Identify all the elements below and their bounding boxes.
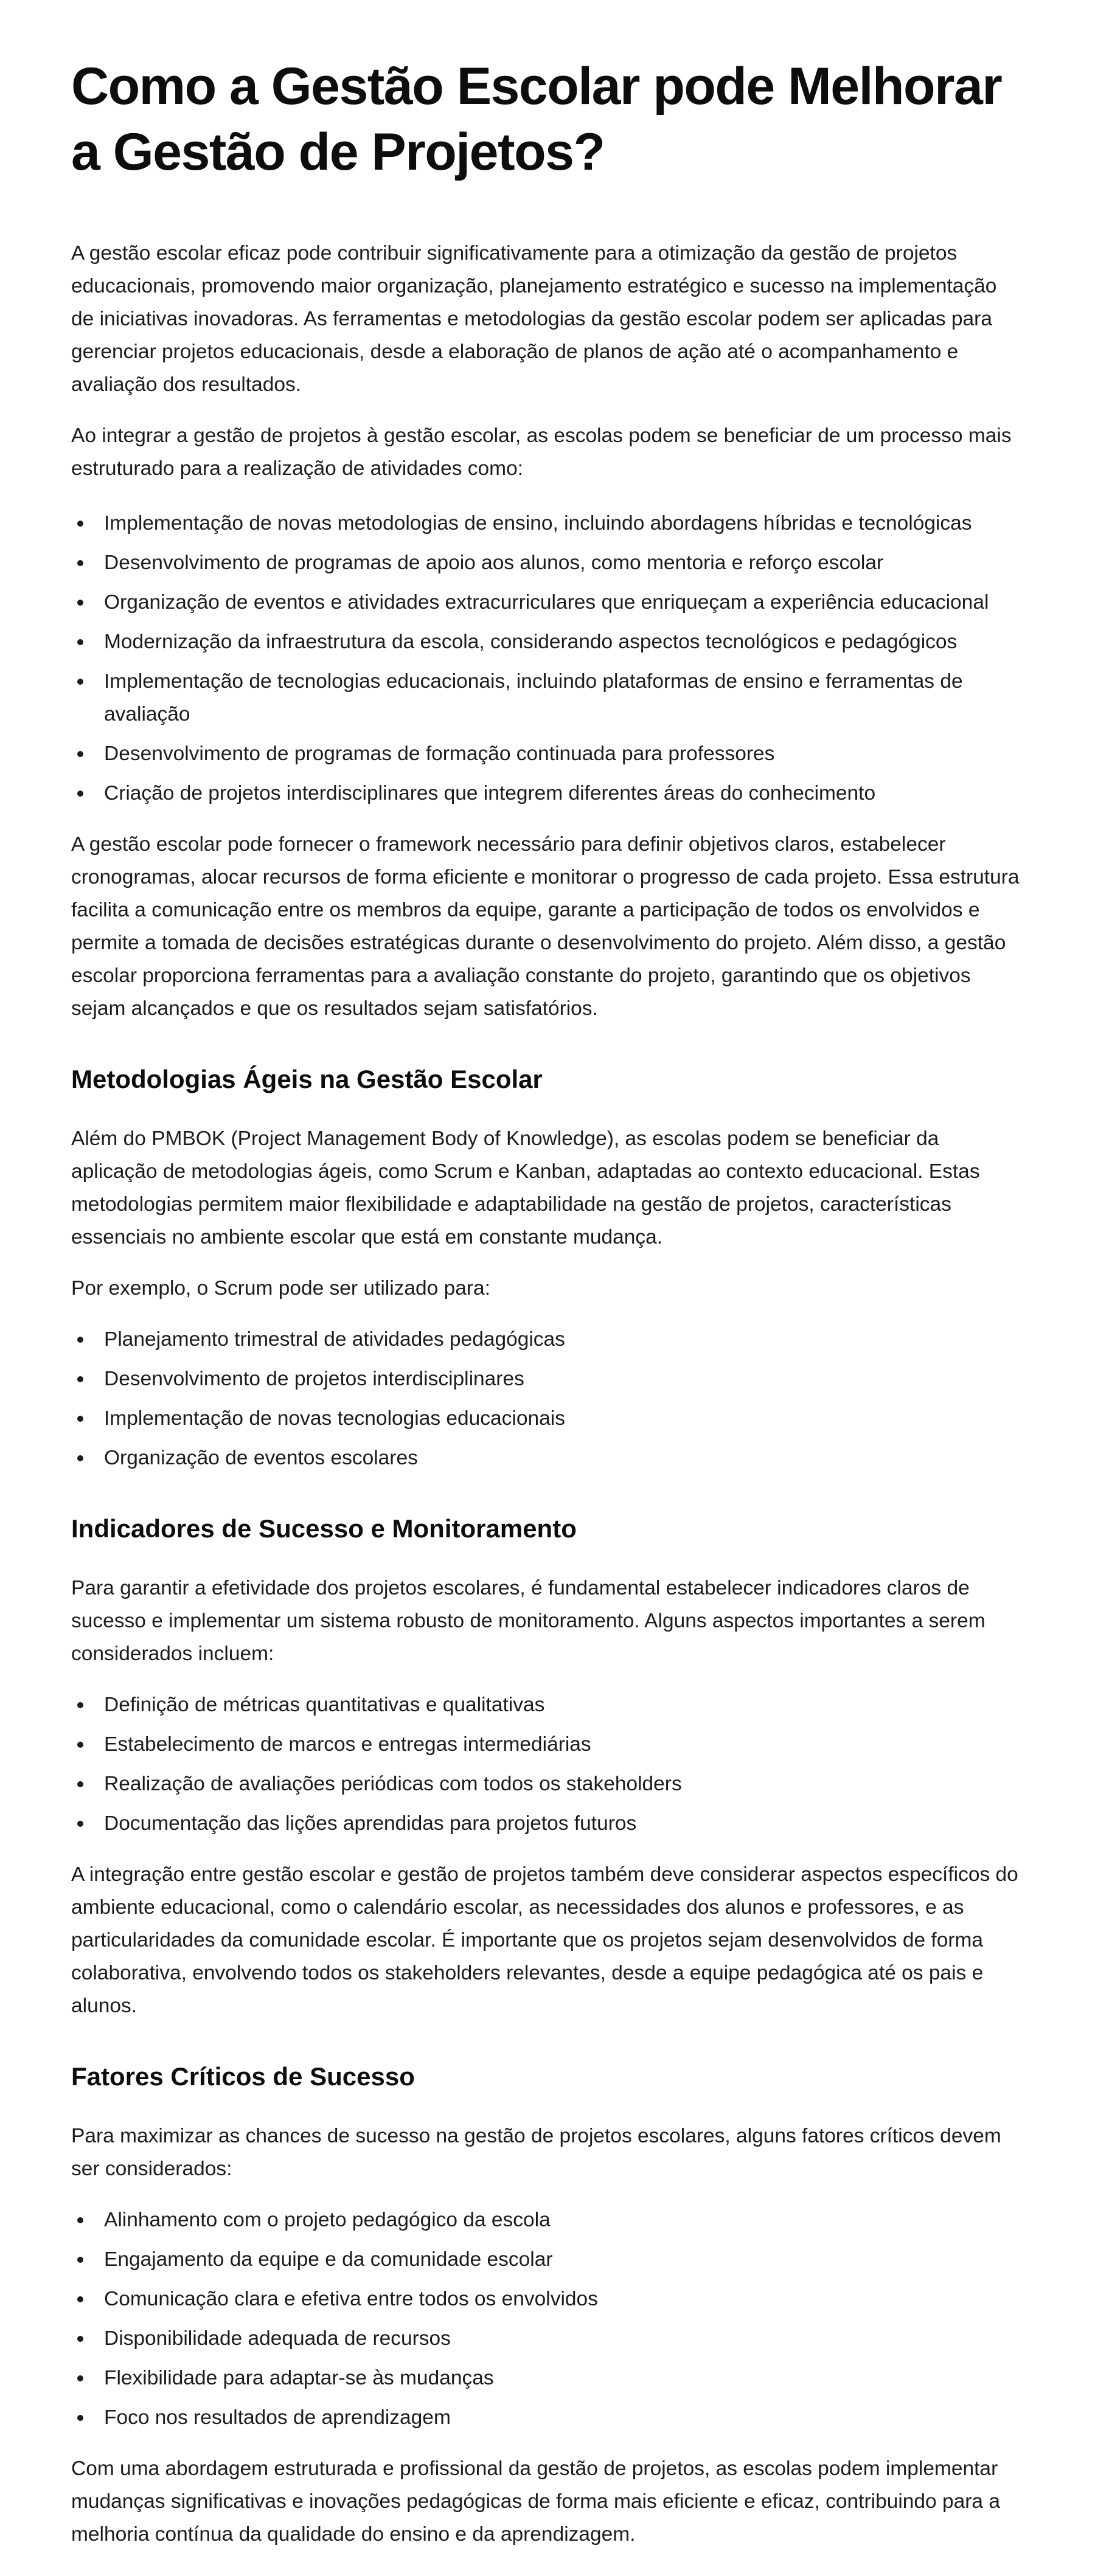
bullet-icon [77, 679, 83, 685]
list-item [71, 777, 1024, 810]
list-item-text: Implementação de novas tecnologias educacionais [104, 1407, 565, 1430]
bullet-icon [77, 1416, 83, 1422]
list-item [71, 507, 1024, 540]
bullet-icon [77, 600, 83, 606]
bullet-icon [77, 751, 83, 757]
bullet-icon [77, 639, 83, 645]
bullet-icon [77, 2375, 83, 2381]
bullet-icon [77, 1702, 83, 1708]
agile-lead: Por exemplo, o Scrum pode ser utilizado para: [71, 1277, 490, 1300]
list-item-text: Desenvolvimento de programas de formação continuada para professores [104, 743, 775, 765]
list-item-text: Implementação de tecnologias educacionais, incluindo plataformas de ensino e ferramentas de avaliação [104, 670, 963, 725]
indicators-list [71, 1689, 1024, 1840]
framework-paragraph: A gestão escolar pode fornecer o framework necessário para definir objetivos claros, estabelecer cronogramas, alocar recursos de forma eficiente e monitorar o progresso de cada projeto. Essa estrutura facilita a comunicação entre os membros da equipe, garante a participação de todos os envolvidos e permite a tomada de decisões estratégicas durante o desenvolvimento do projeto. Além disso, a gestão escolar proporciona ferramentas para a avaliação constante do projeto, garantindo que os objetivos sejam alcançados e que os resultados sejam satisfatórios. [71, 833, 1020, 1020]
activities-list [71, 507, 1024, 810]
indicators-closing: A integração entre gestão escolar e gestão de projetos também deve considerar aspectos específicos do ambiente educacional, como o calendário escolar, as necessidades dos alunos e professores, e as particularidades da comunidade escolar. É importante que os projetos sejam desenvolvidos de forma colaborativa, envolvendo todos os stakeholders relevantes, desde a equipe pedagógica até os pais e alunos. [71, 1863, 1018, 2017]
list-item [71, 665, 1024, 731]
list-item-text: Realização de avaliações periódicas com todos os stakeholders [104, 1773, 682, 1795]
list-item-text: Definição de métricas quantitativas e qualitativas [104, 1694, 545, 1716]
list-item [71, 2243, 1024, 2276]
bullet-icon [77, 2336, 83, 2342]
list-item-text: Desenvolvimento de projetos interdisciplinares [104, 1368, 524, 1390]
list-item-text: Estabelecimento de marcos e entregas intermediárias [104, 1733, 591, 1756]
list-item [71, 1807, 1024, 1840]
list-item [71, 2362, 1024, 2395]
list-item-text: Flexibilidade para adaptar-se às mudanças [104, 2367, 494, 2389]
section-heading-factors: Fatores Críticos de Sucesso [71, 2062, 415, 2091]
list-item-text: Alinhamento com o projeto pedagógico da escola [104, 2209, 551, 2231]
list-item-text: Criação de projetos interdisciplinares que integrem diferentes áreas do conhecimento [104, 782, 876, 805]
bullet-icon [77, 1781, 83, 1787]
list-item-text: Planejamento trimestral de atividades pedagógicas [104, 1328, 565, 1351]
bullet-icon [77, 1376, 83, 1382]
bullet-icon [77, 1742, 83, 1748]
intro-paragraph: A gestão escolar eficaz pode contribuir significativamente para a otimização da gestão de projetos educacionais, promovendo maior organização, planejamento estratégico e sucesso na implementação de iniciativas inovadoras. As ferramentas e metodologias da gestão escolar podem ser aplicadas para gerenciar projetos educacionais, desde a elaboração de planos de ação até o acompanhamento e avaliação dos resultados. [71, 242, 997, 396]
list-item-text: Engajamento da equipe e da comunidade escolar [104, 2248, 553, 2271]
list-item [71, 2283, 1024, 2316]
list-item-text: Desenvolvimento de programas de apoio aos alunos, como mentoria e reforço escolar [104, 552, 884, 574]
list-item-text: Modernização da infraestrutura da escola, considerando aspectos tecnológicos e pedagógicos [104, 631, 958, 653]
list-item [71, 738, 1024, 770]
list-item [71, 1442, 1024, 1475]
bullet-icon [77, 2415, 83, 2421]
factors-paragraph: Para maximizar as chances de sucesso na gestão de projetos escolares, alguns fatores críticos devem ser considerados: [71, 2125, 1001, 2180]
list-item [71, 1402, 1024, 1435]
factors-closing: Com uma abordagem estruturada e profissional da gestão de projetos, as escolas podem implementar mudanças significativas e inovações pedagógicas de forma mais eficiente e eficaz, contribuindo para a melhoria contínua da qualidade do ensino e da aprendizagem. [71, 2457, 1000, 2546]
list-item [71, 2204, 1024, 2237]
list-item-text: Organização de eventos escolares [104, 1447, 418, 1469]
bullet-icon [77, 521, 83, 527]
list-item-text: Comunicação clara e efetiva entre todos os envolvidos [104, 2288, 598, 2310]
section-heading-indicators: Indicadores de Sucesso e Monitoramento [71, 1514, 577, 1543]
list-item [71, 1323, 1024, 1356]
list-item-text: Disponibilidade adequada de recursos [104, 2327, 451, 2350]
list-item-text: Organização de eventos e atividades extracurriculares que enriqueçam a experiência educacional [104, 591, 989, 614]
list-item [71, 1689, 1024, 1722]
agile-paragraph: Além do PMBOK (Project Management Body of Knowledge), as escolas podem se beneficiar da aplicação de metodologias ágeis, como Scrum e Kanban, adaptadas ao contexto educacional. Estas metodologias permitem maior flexibilidade e adaptabilidade na gestão de projetos, características essenciais no ambiente escolar que está em constante mudança. [71, 1127, 980, 1248]
list-item [71, 626, 1024, 659]
list-item [71, 2401, 1024, 2434]
section-heading-agile: Metodologias Ágeis na Gestão Escolar [71, 1065, 543, 1093]
bullet-icon [77, 1337, 83, 1343]
scrum-list [71, 1323, 1024, 1475]
list-item-text: Implementação de novas metodologias de ensino, incluindo abordagens híbridas e tecnológicas [104, 512, 972, 535]
indicators-paragraph: Para garantir a efetividade dos projetos escolares, é fundamental estabelecer indicadores claros de sucesso e implementar um sistema robusto de monitoramento. Alguns aspectos importantes a serem considerados incluem: [71, 1577, 985, 1665]
bullet-icon [77, 2217, 83, 2223]
bullet-icon [77, 2296, 83, 2302]
bullet-icon [77, 791, 83, 797]
factors-list [71, 2204, 1024, 2434]
bullet-icon [77, 1821, 83, 1827]
list-item [71, 2322, 1024, 2355]
list-item [71, 586, 1024, 619]
bullet-icon [77, 1455, 83, 1461]
page-title: Como a Gestão Escolar pode Melhorar a Gestão de Projetos? [71, 57, 1002, 181]
list-item [71, 1768, 1024, 1801]
bullet-icon [77, 560, 83, 566]
list-item [71, 1363, 1024, 1396]
list-item [71, 1728, 1024, 1761]
list-item-text: Foco nos resultados de aprendizagem [104, 2406, 451, 2429]
list-item-text: Documentação das lições aprendidas para projetos futuros [104, 1812, 637, 1835]
bullet-icon [77, 2257, 83, 2263]
intro-paragraph: Ao integrar a gestão de projetos à gestão escolar, as escolas podem se beneficiar de um processo mais estruturado para a realização de atividades como: [71, 424, 1012, 480]
list-item [71, 547, 1024, 580]
